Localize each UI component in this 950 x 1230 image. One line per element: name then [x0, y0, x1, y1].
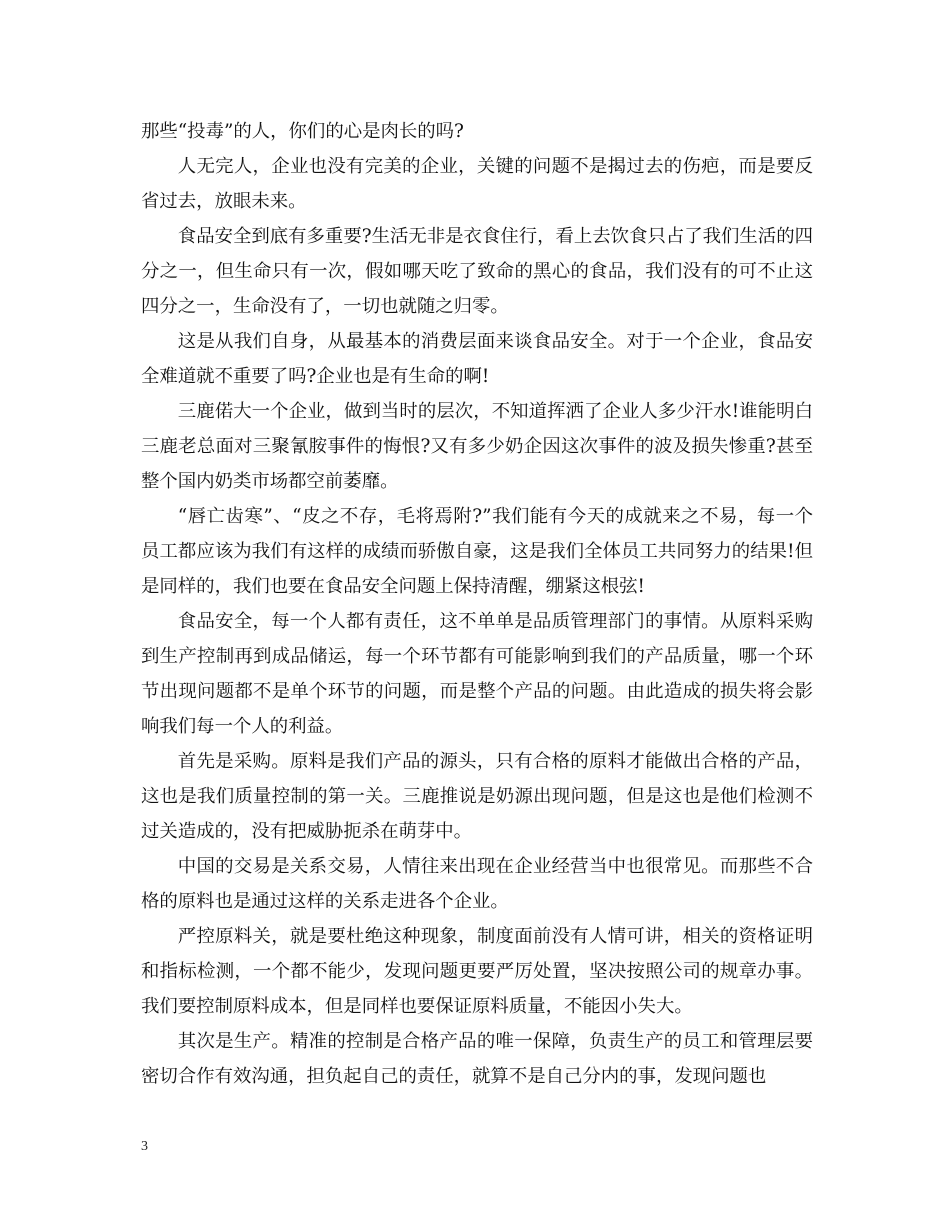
document-body: [141, 114, 813, 1094]
paragraph: 食品安全，每一个人都有责任，这不单单是品质管理部门的事情。从原料采购到生产控制再到成品储运，每一个环节都有可能影响到我们的产品质量，哪一个环节出现问题都不是单个环节的问题，而是整个产品的问题。由此造成的损失将会影响我们每一个人的利益。: [141, 611, 813, 737]
paragraph: 首先是采购。原料是我们产品的源头，只有合格的原料才能做出合格的产品，这也是我们质量控制的第一关。三鹿推说是奶源出现问题，但是这也是他们检测不过关造成的，没有把威胁扼杀在萌芽中。: [141, 751, 813, 842]
paragraph: “唇亡齿寒”、“皮之不存，毛将焉附?”我们能有今天的成就来之不易，每一个员工都应该为我们有这样的成绩而骄傲自豪，这是我们全体员工共同努力的结果!但是同样的，我们也要在食品安全问题上保持清醒，绷紧这根弦!: [141, 506, 813, 597]
paragraph: 那些“投毒”的人，你们的心是肉长的吗?: [141, 121, 464, 142]
paragraph: 其次是生产。精准的控制是合格产品的唯一保障，负责生产的员工和管理层要密切合作有效沟通，担负起自己的责任，就算不是自己分内的事，发现问题也: [141, 1031, 813, 1087]
paragraph: 严控原料关，就是要杜绝这种现象，制度面前没有人情可讲，相关的资格证明和指标检测，一个都不能少，发现问题更要严厉处置，坚决按照公司的规章办事。我们要控制原料成本，但是同样也要保证原料质量，不能因小失大。: [141, 926, 813, 1017]
paragraph: 人无完人，企业也没有完美的企业，关键的问题不是揭过去的伤疤，而是要反省过去，放眼未来。: [141, 156, 813, 212]
paragraph: 这是从我们自身，从最基本的消费层面来谈食品安全。对于一个企业，食品安全难道就不重要了吗?企业也是有生命的啊!: [141, 331, 813, 387]
paragraph: 食品安全到底有多重要?生活无非是衣食住行，看上去饮食只占了我们生活的四分之一，但生命只有一次，假如哪天吃了致命的黑心的食品，我们没有的可不止这四分之一，生命没有了，一切也就随之归零。: [141, 226, 813, 317]
page-number: 3: [141, 1139, 148, 1154]
paragraph: 三鹿偌大一个企业，做到当时的层次，不知道挥洒了企业人多少汗水!谁能明白三鹿老总面对三聚氰胺事件的悔恨?又有多少奶企因这次事件的波及损失惨重?甚至整个国内奶类市场都空前萎靡。: [141, 401, 813, 492]
paragraph: 中国的交易是关系交易，人情往来出现在企业经营当中也很常见。而那些不合格的原料也是通过这样的关系走进各个企业。: [141, 856, 813, 912]
